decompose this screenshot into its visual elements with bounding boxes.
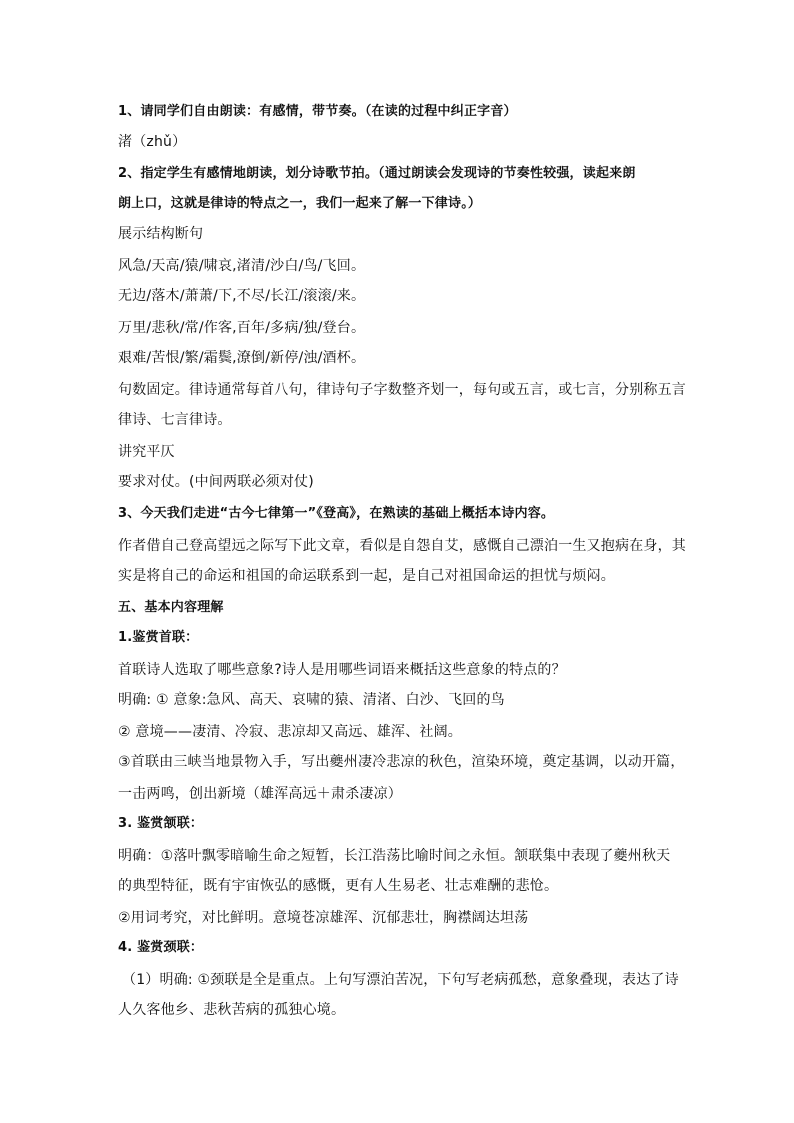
couplet-3-answer-line-2: 人久客他乡、悲秋苦病的孤独心境。 [118, 1002, 346, 1018]
instruction-1: 1、请同学们自由朗读：有感情，带节奏。（在读的过程中纠正字音） [118, 104, 517, 119]
couplet-1-answer-3-line-1: ③首联由三峡当地景物入手，写出夔州凄冷悲凉的秋色，渲染环境，奠定基调，以动开篇， [118, 754, 685, 770]
poem-line-1: 风急/天高/猿/啸哀,渚清/沙白/鸟/飞回。 [118, 258, 366, 274]
poem-line-2: 无边/落木/萧萧/下,不尽/长江/滚滚/来。 [118, 288, 366, 304]
couplet-2-answer-1-line-1: 明确：①落叶飘零暗喻生命之短暂，长江浩荡比喻时间之永恒。颔联集中表现了夔州秋天 [118, 848, 671, 864]
summary-line-2: 实是将自己的命运和祖国的命运联系到一起，是自己对祖国命运的担忧与烦闷。 [118, 568, 615, 584]
couplet-1-question: 首联诗人选取了哪些意象?诗人是用哪些词语来概括这些意象的特点的？ [118, 662, 566, 678]
couplet-1-answer-1: 明确: ① 意象:急风、高天、哀啸的猿、清渚、白沙、飞回的鸟 [118, 692, 505, 708]
couplet-1-answer-2: ② 意境——凄清、冷寂、悲凉却又高远、雄浑、社阔。 [118, 724, 462, 740]
couplet-1-answer-3-line-2: 一击两鸣，创出新境（雄浑高远＋肃杀凄凉） [118, 786, 402, 802]
tonal-pattern-note: 讲究平仄 [118, 444, 175, 460]
instruction-2-line-2: 朗上口，这就是律诗的特点之一，我们一起来了解一下律诗。） [118, 196, 482, 211]
couplet-2-answer-1-line-2: 的典型特征，既有宇宙恢弘的感慨，更有人生易老、壮志难酬的悲怆。 [118, 878, 559, 894]
couplet-3-answer-line-1: （1）明确: ①颈联是全是重点。上句写漂泊苦况，下句写老病孤愁，意象叠现，表达了诗 [122, 972, 679, 988]
couplet-1-heading: 1.鉴赏首联： [118, 630, 199, 645]
section-structure-heading: 展示结构断句 [118, 226, 204, 242]
couplet-2-answer-2: ②用词考究，对比鲜明。意境苍凉雄浑、沉郁悲壮，胸襟阔达坦荡 [118, 910, 529, 926]
couplet-3-heading: 4. 鉴赏颈联： [118, 940, 204, 955]
parallelism-note: 要求对仗。(中间两联必须对仗) [118, 474, 314, 490]
section-5-heading: 五、基本内容理解 [118, 600, 224, 615]
instruction-3: 3、今天我们走进“古今七律第一”《登高》，在熟读的基础上概括本诗内容。 [118, 506, 555, 521]
instruction-2-line-1: 2、指定学生有感情地朗读，划分诗歌节拍。（通过朗读会发现诗的节奏性较强，读起来朗 [118, 166, 636, 181]
lushi-rule-line-2: 律诗、七言律诗。 [118, 412, 232, 428]
lushi-rule-line-1: 句数固定。律诗通常每首八句，律诗句子字数整齐划一，每句或五言，或七言，分别称五言 [118, 382, 686, 398]
summary-line-1: 作者借自己登高望远之际写下此文章，看似是自怨自艾，感慨自己漂泊一生又抱病在身，其 [118, 538, 686, 554]
couplet-2-heading: 3. 鉴赏颔联： [118, 816, 204, 831]
poem-line-3: 万里/悲秋/常/作客,百年/多病/独/登台。 [118, 320, 366, 336]
poem-line-4: 艰难/苦恨/繁/霜鬓,潦倒/新停/浊/酒杯。 [118, 350, 366, 366]
pronunciation-note: 渚（zhǔ） [118, 134, 187, 150]
